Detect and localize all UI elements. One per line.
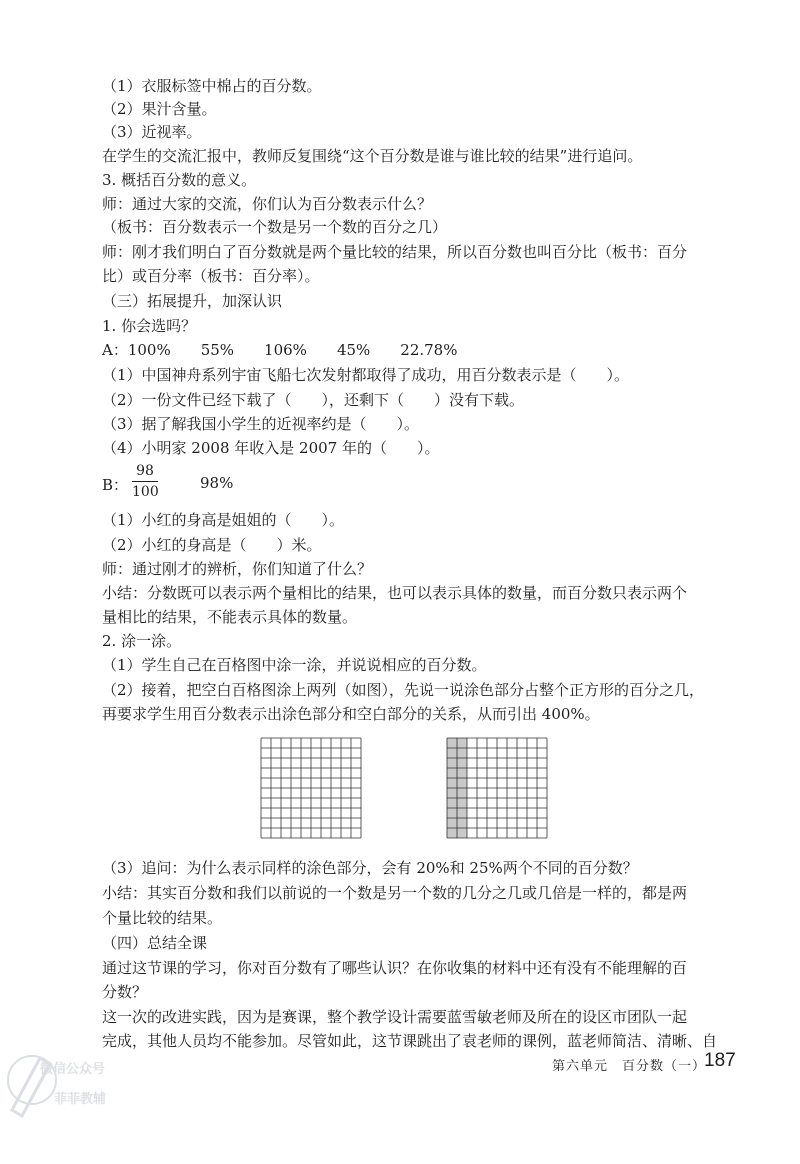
section-heading: （四）总结全课: [102, 934, 208, 952]
fraction-denominator: 100: [132, 484, 159, 500]
page-number: 187: [704, 1050, 736, 1071]
text-line: 分数？: [102, 983, 148, 1001]
blank-hundred-grid: [258, 735, 364, 841]
text-line: （1）小红的身高是姐姐的（ ）。: [102, 511, 345, 529]
text-line: 完成，其他人员均不能参加。尽管如此，这节课跳出了袁老师的课例，蓝老师简洁、清晰、自: [102, 1032, 718, 1050]
text-line: 师：通过大家的交流，你们认为百分数表示什么？: [102, 195, 433, 213]
watermark-line2: 菲菲教辅: [54, 1092, 107, 1107]
text-line: 小结：分数既可以表示两个量相比的结果，也可以表示具体的数量，而百分数只表示两个: [102, 584, 688, 602]
watermark: [2, 1040, 162, 1140]
text-line: 量相比的结果，不能表示具体的数量。: [102, 608, 358, 626]
text-line: （2）接着，把空白百格图涂上两列（如图），先说一说涂色部分占整个正方形的百分之几，: [102, 681, 705, 699]
watermark-line1: 微信公众号: [40, 1062, 106, 1077]
choice-b-percent: 98%: [200, 474, 234, 492]
text-line: （3）追问：为什么表示同样的涂色部分，会有 20%和 25%两个不同的百分数？: [102, 859, 638, 877]
text-line: 这一次的改进实践，因为是赛课，整个教学设计需要蓝雪敏老师及所在的设区市团队一起: [102, 1008, 688, 1026]
text-line: （3）据了解我国小学生的近视率约是（ ）。: [102, 415, 420, 433]
section-heading: （三）拓展提升，加深认识: [102, 292, 283, 310]
text-line: （2）一份文件已经下载了（ ），还剩下（ ）没有下载。: [102, 391, 525, 409]
text-line: 再要求学生用百分数表示出涂色部分和空白部分的关系，从而引出 400%。: [102, 705, 600, 723]
text-line: 在学生的交流汇报中，教师反复围绕“这个百分数是谁与谁比较的结果”进行追问。: [102, 147, 643, 165]
text-line: （3）近视率。: [102, 123, 202, 141]
choice-b-label: B：: [102, 476, 129, 494]
text-line: （2）果汁含量。: [102, 100, 217, 118]
shaded-hundred-grid: [444, 735, 550, 841]
text-line: 比）或百分率（板书：百分率）。: [102, 267, 320, 285]
running-footer: 第六单元 百分数（一）: [552, 1059, 707, 1074]
choice-a-options: A：100% 55% 106% 45% 22.78%: [102, 341, 458, 359]
text-line: （板书：百分数表示一个数是另一个数的百分之几）: [102, 218, 448, 236]
text-line: 小结：其实百分数和我们以前说的一个数是另一个数的几分之几或几倍是一样的，都是两: [102, 884, 688, 902]
section-heading: 3. 概括百分数的意义。: [102, 171, 257, 189]
text-line: 师：刚才我们明白了百分数就是两个量比较的结果，所以百分数也叫百分比（板书：百分: [102, 243, 688, 261]
text-line: （4）小明家 2008 年收入是 2007 年的（ ）。: [102, 439, 440, 457]
choice-b-options: [102, 462, 302, 504]
text-line: （2）小红的身高是（ ）米。: [102, 536, 322, 554]
section-heading: 2. 涂一涂。: [102, 632, 182, 650]
fraction-numerator: 98: [136, 463, 154, 479]
text-line: （1）学生自己在百格图中涂一涂，并说说相应的百分数。: [102, 656, 487, 674]
fraction: [132, 462, 158, 501]
text-line: （1）衣服标签中棉占的百分数。: [102, 77, 322, 95]
text-line: （1）中国神舟系列宇宙飞船七次发射都取得了成功，用百分数表示是（ ）。: [102, 366, 630, 384]
text-line: 师：通过刚才的辨析，你们知道了什么？: [102, 560, 373, 578]
text-line: 通过这节课的学习，你对百分数有了哪些认识？在你收集的材料中还有没有不能理解的百: [102, 959, 688, 977]
text-line: 个量比较的结果。: [102, 909, 223, 927]
fraction-bar: [132, 481, 158, 482]
text-line: 1. 你会选吗？: [102, 317, 197, 335]
